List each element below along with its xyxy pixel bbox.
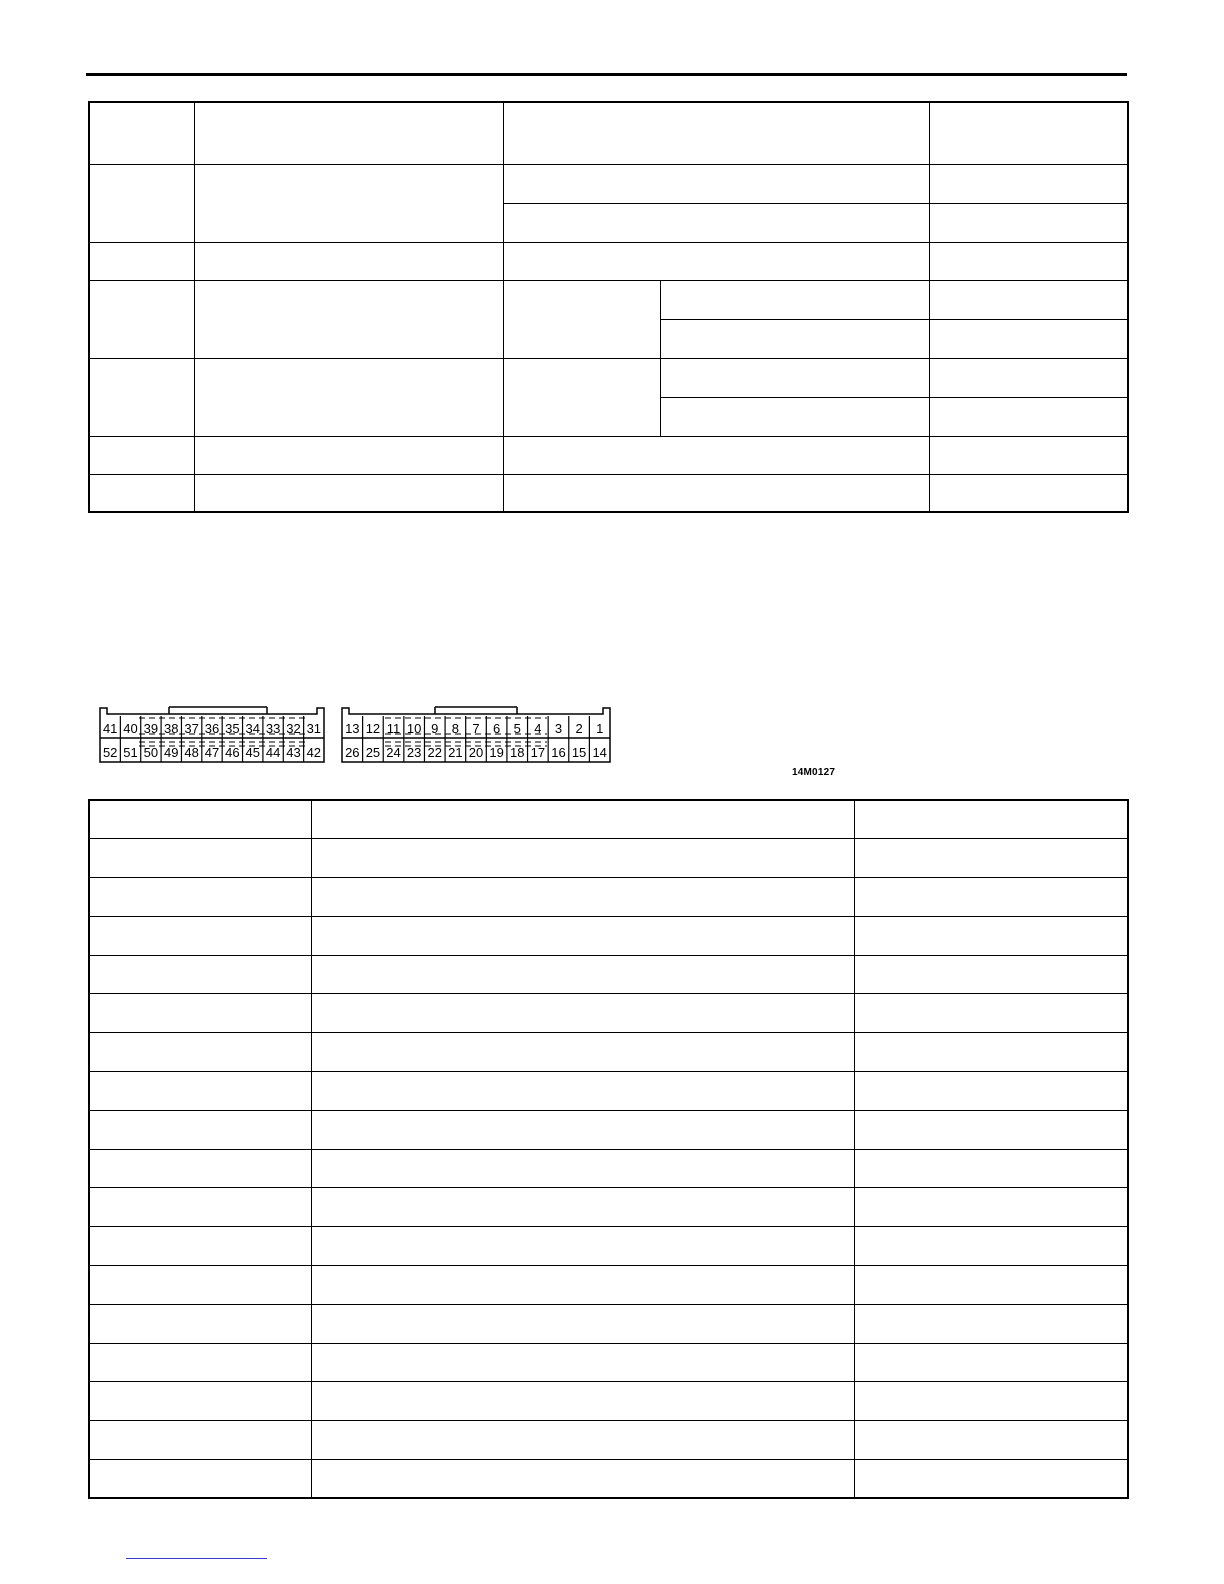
table-cell [89,436,194,474]
table-cell [854,1188,1128,1227]
table-cell [929,397,1128,436]
table-cell [89,242,194,280]
table-cell [89,916,311,955]
terminal-number: 40 [123,721,138,736]
terminal-number: 5 [513,721,521,736]
terminal-number: 20 [468,745,484,760]
table-cell [929,280,1128,319]
header-rule [86,73,1127,76]
table-row [89,1072,1128,1111]
table-cell [660,280,929,319]
table-cell [311,839,854,878]
terminal-number: 13 [345,721,360,736]
terminal-number: 47 [204,745,220,760]
terminal-number: 3 [554,721,563,736]
terminal-number: 38 [164,721,179,736]
upper-table [88,101,1129,513]
terminal-number: 24 [386,745,401,760]
table-cell [929,102,1128,164]
terminal-number: 22 [427,745,443,760]
table-cell [660,358,929,397]
terminal-number: 26 [345,745,360,760]
table-cell [503,203,929,242]
terminal-number: 14 [592,745,607,760]
table-cell [929,358,1128,397]
table-cell [854,839,1128,878]
table-cell [854,1343,1128,1382]
table-row [89,1227,1128,1266]
table-cell [854,1421,1128,1460]
terminal-number: 15 [571,745,587,760]
table-cell [311,800,854,839]
terminal-number: 19 [489,745,504,760]
table-cell [89,102,194,164]
terminal-number: 32 [286,721,301,736]
table-cell [311,1343,854,1382]
connector-left [97,702,327,764]
table-row [89,878,1128,917]
footer-link-underline [126,1558,267,1559]
table-cell [854,1382,1128,1421]
table-cell [194,474,503,512]
table-cell [311,1033,854,1072]
table-cell [89,1110,311,1149]
terminal-number: 21 [448,745,463,760]
terminal-number: 1 [596,721,604,736]
terminal-number: 9 [431,721,439,736]
table-cell [89,1421,311,1460]
table-cell [89,1072,311,1111]
terminal-number: 41 [102,721,118,736]
table-row [89,1110,1128,1149]
terminal-number: 50 [143,745,159,760]
table-cell [194,102,503,164]
table-cell [311,1421,854,1460]
table-row [89,1149,1128,1188]
terminal-number: 35 [225,721,240,736]
table-cell [311,1110,854,1149]
terminal-number: 23 [406,745,422,760]
table-cell [89,1149,311,1188]
table-cell [311,1188,854,1227]
figure-id: 14M0127 [792,767,836,778]
table-cell [660,397,929,436]
table-cell [929,242,1128,280]
table-cell [854,955,1128,994]
table-cell [929,474,1128,512]
table-row [89,1266,1128,1305]
table-row [89,436,1128,474]
table-row [89,280,1128,319]
table-row [89,839,1128,878]
table-row [89,800,1128,839]
table-cell [503,436,929,474]
terminal-number: 36 [204,721,220,736]
table-cell [854,878,1128,917]
table-cell [311,1304,854,1343]
table-cell [89,474,194,512]
table-cell [311,1382,854,1421]
terminal-number: 42 [306,745,322,760]
table-cell [194,280,503,358]
terminal-number: 34 [245,721,260,736]
table-cell [194,358,503,436]
table-cell [89,839,311,878]
table-cell [854,1227,1128,1266]
table-row [89,994,1128,1033]
table-row [89,1343,1128,1382]
table-cell [854,800,1128,839]
table-cell [311,1266,854,1305]
table-row [89,955,1128,994]
table-cell [311,994,854,1033]
table-row [89,1188,1128,1227]
table-cell [89,1188,311,1227]
table-cell [503,474,929,512]
table-cell [854,1072,1128,1111]
table-cell [89,1266,311,1305]
table-cell [929,203,1128,242]
table-cell [311,1460,854,1499]
table-cell [311,1149,854,1188]
table-cell [89,280,194,358]
table-cell [89,1343,311,1382]
terminal-number: 48 [184,745,199,760]
table-cell [311,1227,854,1266]
table-row [89,242,1128,280]
table-cell [89,1227,311,1266]
table-cell [89,800,311,839]
table-cell [854,1304,1128,1343]
table-cell [854,1033,1128,1072]
table-cell [854,994,1128,1033]
table-cell [503,358,660,436]
terminal-number: 46 [225,745,240,760]
terminal-number: 25 [365,745,381,760]
terminal-number: 16 [551,745,566,760]
table-cell [503,242,929,280]
table-cell [311,1072,854,1111]
terminal-number: 43 [286,745,301,760]
table-cell [194,164,503,242]
table-row [89,102,1128,164]
table-cell [89,1460,311,1499]
terminal-number: 18 [509,745,525,760]
terminal-number: 17 [530,745,546,760]
terminal-number: 45 [245,745,260,760]
table-cell [854,1266,1128,1305]
table-cell [503,164,929,203]
terminal-number: 4 [534,721,542,736]
table-cell [89,1382,311,1421]
table-row [89,1421,1128,1460]
table-row [89,1460,1128,1499]
terminal-number: 52 [102,745,118,760]
terminal-number: 49 [164,745,179,760]
table-cell [89,358,194,436]
terminal-number: 8 [451,721,460,736]
table-cell [89,994,311,1033]
terminal-number: 37 [184,721,199,736]
table-cell [929,436,1128,474]
table-cell [194,436,503,474]
lower-table [88,799,1129,1499]
table-cell [89,1033,311,1072]
table-cell [503,280,660,358]
terminal-number: 11 [386,721,401,736]
table-cell [311,955,854,994]
table-cell [929,319,1128,358]
terminal-number: 44 [265,745,281,760]
terminal-number: 2 [575,721,583,736]
table-cell [854,1460,1128,1499]
table-cell [854,1110,1128,1149]
table-cell [854,916,1128,955]
table-cell [311,916,854,955]
terminal-number: 31 [306,721,322,736]
table-row [89,1033,1128,1072]
table-cell [311,878,854,917]
table-row [89,1382,1128,1421]
terminal-number: 12 [365,721,381,736]
table-cell [89,878,311,917]
table-row [89,1304,1128,1343]
table-cell [854,1149,1128,1188]
table-cell [89,164,194,242]
table-row [89,916,1128,955]
table-cell [929,164,1128,203]
table-cell [89,955,311,994]
table-cell [194,242,503,280]
table-row [89,164,1128,203]
terminal-number: 33 [265,721,281,736]
terminal-number: 51 [123,745,138,760]
terminal-number: 39 [143,721,159,736]
table-cell [503,102,929,164]
terminal-number: 7 [472,721,480,736]
table-row [89,358,1128,397]
table-cell [660,319,929,358]
terminal-number: 10 [406,721,422,736]
table-row [89,474,1128,512]
table-cell [89,1304,311,1343]
terminal-number: 6 [492,721,501,736]
connector-right [339,702,613,764]
